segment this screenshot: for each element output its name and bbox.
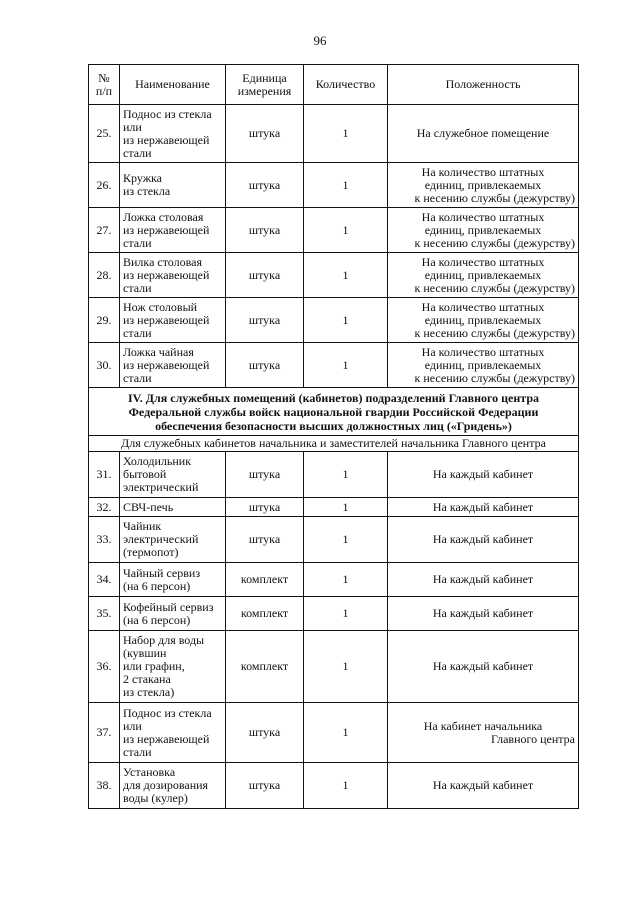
text-line: из нержавеющей — [123, 222, 210, 237]
text-line: Установка — [123, 765, 176, 779]
item-name — [120, 631, 226, 703]
allocation-norm — [388, 563, 579, 597]
text-line: № — [98, 70, 110, 85]
item-name — [120, 763, 226, 809]
text-line: На каждый кабинет — [432, 778, 534, 792]
item-name — [120, 563, 226, 597]
text-line: воды (кулер) — [123, 791, 188, 805]
text-line: единиц, привлекаемых — [424, 357, 542, 372]
text-line: электрический — [123, 532, 199, 546]
text-line: электрический — [123, 480, 199, 494]
quantity: 1 — [304, 631, 388, 703]
section-heading — [89, 388, 579, 436]
text-line: к несению службы (дежурству) — [414, 235, 575, 250]
quantity: 1 — [304, 703, 388, 763]
text-line: Поднос из стекла — [123, 106, 212, 121]
text-line: Ложка столовая — [123, 209, 204, 224]
text-line: Количество — [315, 77, 376, 91]
text-line: измерения — [237, 83, 292, 98]
text-line: из нержавеющей — [123, 267, 210, 282]
text-line: к несению службы (дежурству) — [414, 190, 575, 205]
text-line: Поднос из стекла — [123, 705, 212, 720]
unit-of-measure: штука — [226, 298, 304, 343]
text-line: стали — [123, 235, 152, 250]
table-row — [89, 631, 579, 703]
quantity: 1 — [304, 563, 388, 597]
row-number: 27. — [89, 208, 120, 253]
text-line: На количество штатных — [421, 299, 545, 314]
unit-of-measure: штука — [226, 163, 304, 208]
text-line: (кувшин — [123, 646, 167, 660]
unit-of-measure: комплект — [226, 631, 304, 703]
text-line: для дозирования — [123, 778, 209, 792]
table-body-part-1 — [89, 105, 579, 388]
table-row — [89, 703, 579, 763]
text-line: 2 стакана — [123, 672, 171, 686]
item-name — [120, 517, 226, 563]
row-number: 38. — [89, 763, 120, 809]
text-line: обеспечения безопасности высших должностных лиц («Гридень») — [155, 418, 512, 433]
row-number: 30. — [89, 343, 120, 388]
text-line: Холодильник — [123, 454, 192, 468]
quantity: 1 — [304, 253, 388, 298]
quantity: 1 — [304, 498, 388, 517]
allocation-norm — [388, 597, 579, 631]
text-line: (термопот) — [123, 545, 179, 559]
row-number: 36. — [89, 631, 120, 703]
text-line: На количество штатных — [421, 209, 545, 224]
text-line: На каждый кабинет — [432, 572, 534, 586]
text-line: Нож столовый — [123, 299, 198, 314]
text-line: бытовой — [123, 467, 167, 481]
allocation-norm — [388, 452, 579, 498]
text-line: стали — [123, 744, 152, 759]
text-line: единиц, привлекаемых — [424, 222, 542, 237]
text-line: IV. Для служебных помещений (кабинетов) подразделений Главного центра — [127, 390, 540, 405]
row-number: 28. — [89, 253, 120, 298]
text-line: На количество штатных — [421, 164, 545, 179]
table-row — [89, 452, 579, 498]
allocation-norm — [388, 498, 579, 517]
subsection-heading: Для служебных кабинетов начальника и заместителей начальника Главного центра — [89, 436, 579, 452]
text-line: Главного центра — [491, 731, 575, 746]
item-name — [120, 452, 226, 498]
text-line: Наименование — [135, 77, 210, 91]
item-name — [120, 208, 226, 253]
item-name — [120, 597, 226, 631]
table-row — [89, 343, 579, 388]
unit-of-measure: штука — [226, 343, 304, 388]
header-num — [89, 65, 120, 105]
text-line: или — [123, 119, 142, 134]
row-number: 26. — [89, 163, 120, 208]
text-line: из стекла — [123, 184, 171, 198]
text-line: из нержавеющей — [123, 132, 210, 147]
text-line: из нержавеющей — [123, 731, 210, 746]
row-number: 29. — [89, 298, 120, 343]
text-line: Положенность — [445, 77, 521, 91]
item-name — [120, 703, 226, 763]
page-number: 96 — [313, 33, 327, 48]
text-line: Федеральной службы войск национальной гвардии Российской Федерации — [128, 404, 539, 419]
text-line: п/п — [95, 83, 113, 98]
header-norm — [388, 65, 579, 105]
text-line: к несению службы (дежурству) — [414, 325, 575, 340]
unit-of-measure: штука — [226, 105, 304, 163]
unit-of-measure: штука — [226, 498, 304, 517]
table-row — [89, 105, 579, 163]
subsection-heading-row — [89, 436, 579, 452]
text-line: Чайник — [123, 519, 162, 533]
item-name — [120, 253, 226, 298]
header-name — [120, 65, 226, 105]
table-row — [89, 298, 579, 343]
text-line: На каждый кабинет — [432, 499, 534, 514]
text-line: или графин, — [123, 659, 185, 673]
quantity: 1 — [304, 517, 388, 563]
allocation-norm — [388, 517, 579, 563]
text-line: Набор для воды — [123, 633, 205, 647]
text-line: На количество штатных — [421, 254, 545, 269]
row-number: 25. — [89, 105, 120, 163]
text-line: Чайный сервиз — [123, 565, 201, 580]
section-heading-row — [89, 388, 579, 436]
quantity: 1 — [304, 105, 388, 163]
table-header-row — [89, 65, 579, 105]
text-line: На каждый кабинет — [432, 659, 534, 673]
table-row — [89, 763, 579, 809]
quantity: 1 — [304, 343, 388, 388]
table-row — [89, 498, 579, 517]
text-line: На кабинет начальника — [423, 718, 543, 733]
text-line: Ложка чайная — [123, 344, 194, 359]
text-line: стали — [123, 145, 152, 160]
allocation-norm — [388, 253, 579, 298]
allocation-norm — [388, 163, 579, 208]
table-row — [89, 597, 579, 631]
header-unit — [226, 65, 304, 105]
quantity: 1 — [304, 163, 388, 208]
table-row — [89, 253, 579, 298]
text-line: (на 6 персон) — [123, 578, 191, 593]
text-line: На каждый кабинет — [432, 532, 534, 546]
row-number: 35. — [89, 597, 120, 631]
unit-of-measure: штука — [226, 517, 304, 563]
quantity: 1 — [304, 298, 388, 343]
text-line: Единица — [242, 70, 287, 85]
quantity: 1 — [304, 597, 388, 631]
text-line: На каждый кабинет — [432, 467, 534, 481]
table-section — [89, 388, 579, 452]
allocation-norm — [388, 105, 579, 163]
row-number: 37. — [89, 703, 120, 763]
text-line: единиц, привлекаемых — [424, 267, 542, 282]
text-line: стали — [123, 325, 152, 340]
unit-of-measure: штука — [226, 703, 304, 763]
text-line: к несению службы (дежурству) — [414, 280, 575, 295]
text-line: к несению службы (дежурству) — [414, 370, 575, 385]
item-name — [120, 105, 226, 163]
row-number: 33. — [89, 517, 120, 563]
item-name — [120, 163, 226, 208]
unit-of-measure: штука — [226, 253, 304, 298]
allocation-norm — [388, 703, 579, 763]
allocation-norm — [388, 343, 579, 388]
unit-of-measure: штука — [226, 208, 304, 253]
table-body-part-2 — [89, 452, 579, 809]
text-line: или — [123, 718, 142, 733]
text-line: стали — [123, 280, 152, 295]
text-line: (на 6 персон) — [123, 612, 191, 627]
item-name — [120, 343, 226, 388]
text-line: из стекла) — [123, 685, 175, 699]
text-line: из нержавеющей — [123, 357, 210, 372]
table-row — [89, 563, 579, 597]
row-number: 34. — [89, 563, 120, 597]
unit-of-measure: штука — [226, 452, 304, 498]
text-line: На служебное помещение — [416, 126, 550, 140]
quantity: 1 — [304, 763, 388, 809]
norms-table — [88, 64, 579, 809]
text-line: Кофейный сервиз — [123, 599, 214, 614]
text-line: Кружка — [123, 171, 162, 185]
text-line: единиц, привлекаемых — [424, 312, 542, 327]
text-line: стали — [123, 370, 152, 385]
text-line: Вилка столовая — [123, 254, 202, 269]
table-row — [89, 517, 579, 563]
allocation-norm — [388, 763, 579, 809]
header-qty — [304, 65, 388, 105]
item-name — [120, 498, 226, 517]
unit-of-measure: комплект — [226, 563, 304, 597]
item-name — [120, 298, 226, 343]
allocation-norm — [388, 298, 579, 343]
row-number: 32. — [89, 498, 120, 517]
unit-of-measure: штука — [226, 763, 304, 809]
unit-of-measure: комплект — [226, 597, 304, 631]
quantity: 1 — [304, 208, 388, 253]
text-line: единиц, привлекаемых — [424, 177, 542, 192]
text-line: На каждый кабинет — [432, 606, 534, 620]
row-number: 31. — [89, 452, 120, 498]
table-row — [89, 163, 579, 208]
text-line: из нержавеющей — [123, 312, 210, 327]
allocation-norm — [388, 631, 579, 703]
text-line: На количество штатных — [421, 344, 545, 359]
quantity: 1 — [304, 452, 388, 498]
allocation-norm — [388, 208, 579, 253]
table-row — [89, 208, 579, 253]
text-line: СВЧ-печь — [123, 499, 174, 514]
